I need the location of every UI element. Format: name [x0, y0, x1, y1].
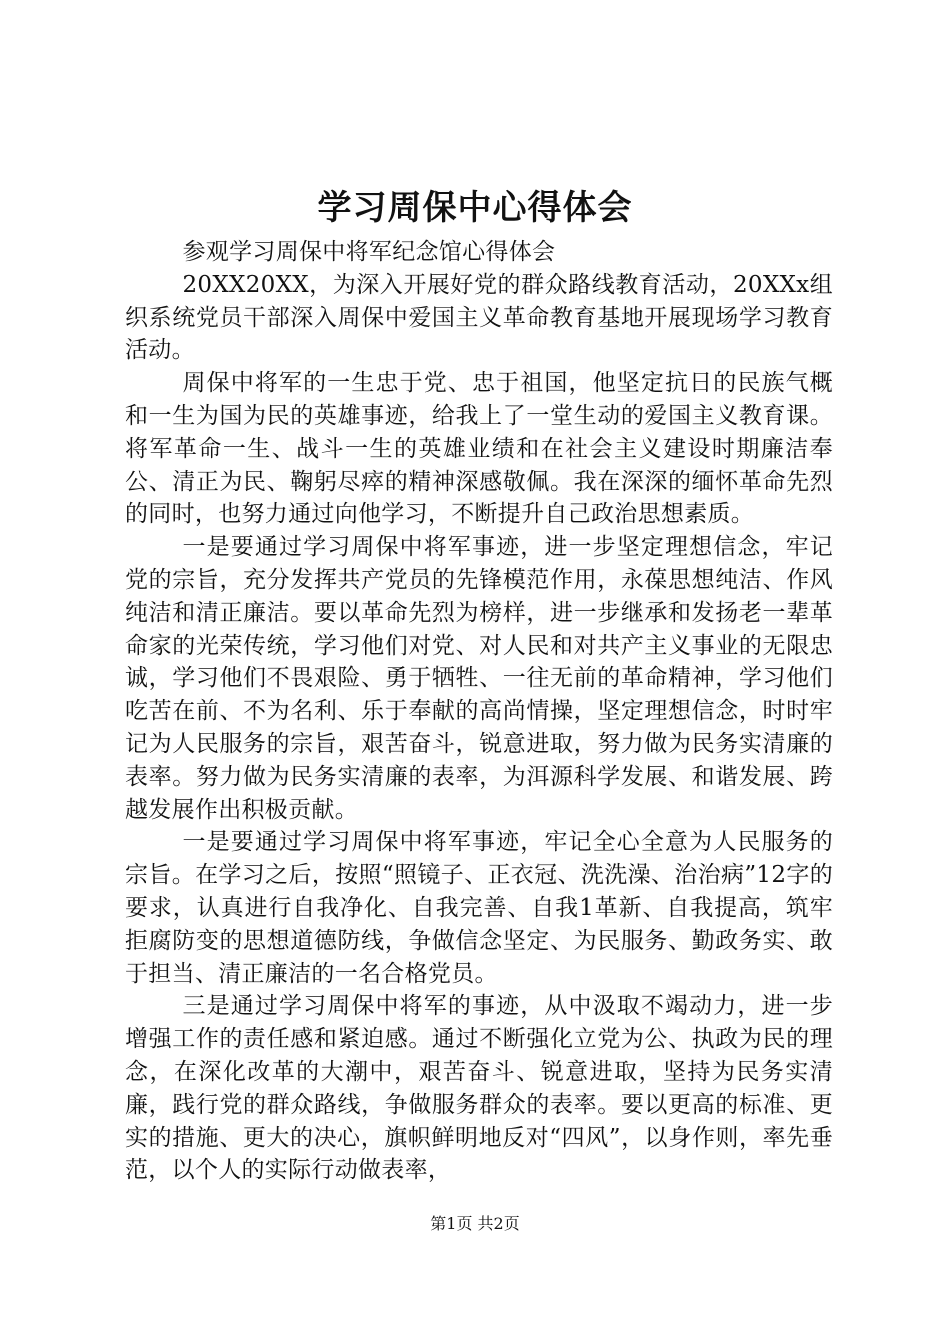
- document-body: [125, 236, 833, 1187]
- paragraph-point-three: 三是通过学习周保中将军的事迹，从中汲取不竭动力，进一步增强工作的责任感和紧迫感。通过不断强化立党为公、执政为民的理念，在深化改革的大潮中，艰苦奋斗、锐意进取，坚持为民务实清廉，践行党的群众路线，争做服务群众的表率。要以更高的标准、更实的措施、更大的决心，旗帜鲜明地反对“四风”，以身作则，率先垂范，以个人的实际行动做表率，: [125, 993, 833, 1184]
- paragraph-point-two: 一是要通过学习周保中将军事迹，牢记全心全意为人民服务的宗旨。在学习之后，按照“照镜子、正衣冠、洗洗澡、治治病”12字的要求，认真进行自我净化、自我完善、自我1革新、自我提高，筑牢拒腐防变的思想道德防线，争做信念坚定、为民服务、勤政务实、敢于担当、清正廉洁的一名合格党员。: [125, 829, 833, 987]
- paragraph-intro: 20XX20XX，为深入开展好党的群众路线教育活动，20XXx组织系统党员干部深入周保中爱国主义革命教育基地开展现场学习教育活动。: [125, 271, 833, 364]
- page-number-footer: 第1页 共2页: [430, 1214, 520, 1233]
- document-title: 学习周保中心得体会: [317, 188, 633, 228]
- paragraph-subtitle: 参观学习周保中将军纪念馆心得体会: [182, 239, 556, 265]
- paragraph-general: 周保中将军的一生忠于党、忠于祖国，他坚定抗日的民族气概和一生为国为民的英雄事迹，给我上了一堂生动的爱国主义教育课。将军革命一生、战斗一生的英雄业绩和在社会主义建设时期廉洁奉公、清正为民、鞠躬尽瘁的精神深感敬佩。我在深深的缅怀革命先烈的同时，也努力通过向他学习，不断提升自己政治思想素质。: [125, 370, 833, 528]
- paragraph-point-one: 一是要通过学习周保中将军事迹，进一步坚定理想信念，牢记党的宗旨，充分发挥共产党员的先锋模范作用，永葆思想纯洁、作风纯洁和清正廉洁。要以革命先烈为榜样，进一步继承和发扬老一辈革命家的光荣传统，学习他们对党、对人民和对共产主义事业的无限忠诚，学习他们不畏艰险、勇于牺牲、一往无前的革命精神，学习他们吃苦在前、不为名利、乐于奉献的高尚情操，坚定理想信念，时时牢记为人民服务的宗旨，艰苦奋斗，锐意进取，努力做为民务实清廉的表率。努力做为民务实清廉的表率，为洱源科学发展、和谐发展、跨越发展作出积极贡献。: [125, 534, 833, 823]
